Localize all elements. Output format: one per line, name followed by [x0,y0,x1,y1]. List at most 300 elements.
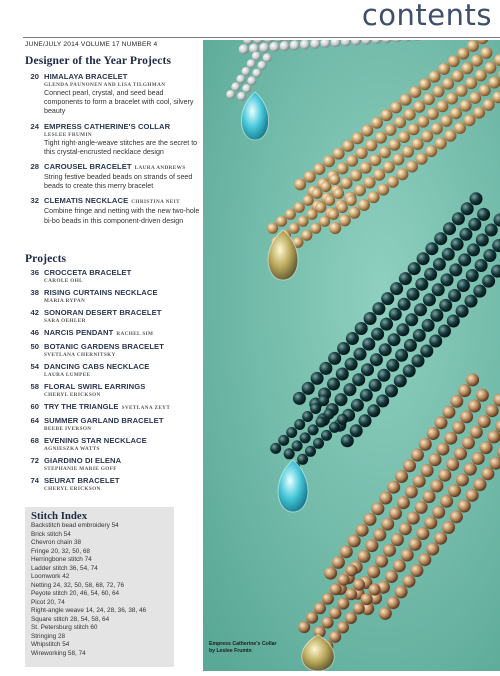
bronze-bead [365,539,378,552]
teal-bead [408,262,421,275]
gold-bead [341,177,353,189]
gold-bead [324,195,335,206]
entry-title: GIARDINO DI ELENA [44,456,200,465]
gold-bead [379,146,391,158]
teal-bead [371,328,384,341]
gold-bead [465,77,477,89]
silver-bead [290,40,300,50]
teal-bead [438,325,451,338]
bronze-bead [389,507,402,520]
bronze-bead [478,415,491,428]
silver-bead [252,52,261,61]
gold-bead [460,100,472,112]
stitch-index-item: Chevron chain 38 [25,539,174,548]
bronze-bead [456,473,469,486]
entry-author: SARA OEHLER [44,317,200,325]
gold-bead [365,139,377,151]
gold-bead [346,155,358,167]
bronze-bead [415,501,428,514]
bronze-bead [306,612,318,624]
bronze-bead [322,593,334,605]
teal-bead [328,352,341,365]
teal-bead [388,333,401,346]
page-number: 32 [25,196,44,225]
gold-bead [313,163,325,175]
gold-bead [433,85,445,97]
gold-bead [456,85,468,97]
gold-bead [333,148,345,160]
teal-bead [441,273,454,286]
bronze-bead [454,447,467,460]
teal-bead [385,384,398,397]
bronze-bead [481,467,494,480]
teal-bead [341,434,354,447]
teal-bead [319,362,332,375]
bronze-bead [314,602,326,614]
gold-bead [285,209,296,220]
stitch-index-item: Stringing 28 [25,633,174,642]
gold-bead [373,169,385,181]
teal-bead [415,278,428,291]
teal-bead [443,222,456,235]
bronze-bead [369,584,381,596]
page-number: 64 [25,416,44,433]
toc-entry[interactable] [25,308,200,325]
gold-bead [421,130,433,142]
gold-bead [390,101,402,113]
entry-description: Tight right-angle-weave stitches are the secret to this crystal-encrusted necklace design [44,139,200,157]
bronze-bead [410,564,423,577]
silver-bead [263,53,272,62]
gold-bead [301,230,312,241]
entry-description: String festive beaded beads on strands of seed beads to create this merry bracelet [44,173,200,191]
entry-author: SVETLANA ZEYT [122,405,171,411]
bronze-bead [464,463,477,476]
teal-bead [329,422,340,433]
gold-bead [417,116,429,128]
gold-bead [348,207,360,219]
toc-entry[interactable] [25,268,200,285]
bronze-bead [462,436,475,449]
teal-bead [310,403,321,414]
entry-description: Combine fringe and netting with the new two-hole bi-bo beads in this component-driven design [44,207,200,225]
toc-entry[interactable] [25,416,200,433]
toc-entry[interactable] [25,122,200,157]
entry-title: EMPRESS CATHERINE'S COLLAR [44,122,200,131]
entry-author: LESLEE FRUMIN [44,131,200,139]
silver-bead [258,61,267,70]
page-header [0,0,500,40]
teal-bead [414,303,427,316]
bronze-bead [399,522,412,535]
teal-bead [361,363,374,376]
teal-bead [485,224,498,237]
teal-bead [270,443,281,454]
gold-bead [381,109,393,121]
bronze-bead [358,550,371,563]
teal-bead [452,212,465,225]
gold-bead [354,184,366,196]
entry-author: CHERYL ERICKSON [44,391,200,399]
teal-bead [324,409,335,420]
bronze-bead [466,489,479,502]
entry-title: DANCING CABS NECKLACE [44,362,200,371]
teal-bead [466,269,479,282]
bronze-bead [421,464,434,477]
bronze-bead [395,470,408,483]
teal-bead [423,293,436,306]
teal-bead [350,424,363,437]
teal-bead [476,234,489,247]
page-number: 72 [25,456,44,473]
stitch-index-item: Loomwork 42 [25,573,174,582]
gold-bead [392,153,404,165]
gold-bead [467,40,479,52]
teal-bead [390,282,403,295]
page-title: contents [362,0,492,32]
teal-bead [360,389,373,402]
bronze-bead [476,389,489,402]
gold-bead [352,132,364,144]
toc-entry[interactable] [25,456,200,473]
gold-bead [377,184,389,196]
teal-bead [442,248,455,261]
toc-entry[interactable] [25,72,200,117]
teal-bead [369,379,382,392]
teal-bead [473,285,486,298]
teal-bead [370,353,383,366]
entry-author: CHERYL ERICKSON [44,485,200,493]
stitch-index-item: Netting 24, 32, 50, 58, 68, 72, 76 [25,582,174,591]
bronze-bead [448,484,461,497]
toc-entry[interactable] [25,402,200,413]
teal-bead [399,272,412,285]
teal-bead [468,218,481,231]
bronze-bead [393,559,406,572]
gold-bead [294,178,306,190]
gold-bead [364,177,376,189]
teal-bead [420,345,433,358]
bronze-bead [446,458,459,471]
gold-bead [398,131,410,143]
teal-bead [483,249,496,262]
toc-entry[interactable] [25,328,200,339]
stitch-index-item: Herringbone stitch 74 [25,556,174,565]
gold-bead [440,115,452,127]
toc-entry[interactable] [25,162,200,191]
gold-bead [369,154,381,166]
gold-bead [480,47,492,59]
gold-bead [427,108,439,120]
gold-bead [450,107,462,119]
teal-bead [351,399,364,412]
teal-bead [346,332,359,345]
bronze-bead [385,570,398,583]
gold-bead [488,77,500,89]
teal-bead [451,238,464,251]
bronze-bead [340,545,353,558]
entry-title: SUMMER GARLAND BRACELET [44,416,200,425]
bronze-bead [436,443,449,456]
bronze-bead [353,579,365,591]
toc-entry[interactable] [25,288,200,305]
bronze-bead [452,421,465,434]
beadwork-illustration [203,40,500,671]
bronze-bead [450,510,463,523]
bronze-bead [375,555,388,568]
entry-title: FLORAL SWIRL EARRINGS [44,382,200,391]
teal-bead [352,373,365,386]
bronze-bead [474,478,487,491]
teal-bead [321,430,332,441]
gold-bead [368,191,380,203]
bronze-bead [434,532,447,545]
teal-bead [424,268,437,281]
gold-bead [404,109,416,121]
bronze-bead [330,583,342,595]
bronze-bead [416,527,429,540]
bronze-bead [346,564,358,576]
bronze-bead [407,512,420,525]
silver-bead [242,67,251,76]
toc-entry[interactable] [25,436,200,453]
gold-bead [394,116,406,128]
bronze-bead [418,553,431,566]
page-number: 38 [25,288,44,305]
page-number: 50 [25,342,44,359]
teal-bead [278,435,289,446]
page-number: 46 [25,328,44,339]
teal-bead [470,192,483,205]
teal-bead [318,395,329,406]
bronze-bead [403,459,416,472]
teal-bead [439,299,452,312]
gold-bead [469,92,481,104]
gold-bead [446,93,458,105]
gold-bead [339,214,351,226]
entry-author: AGNIESZKA WATTS [44,445,200,453]
page-number: 24 [25,122,44,157]
teal-bead [293,392,306,405]
silver-bead [236,75,245,84]
page-number: 28 [25,162,44,191]
silver-bead [242,84,251,93]
bronze-bead [424,516,437,529]
teal-bead [300,432,311,443]
teal-bead [398,298,411,311]
page-number: 58 [25,382,44,399]
gold-bead [346,195,357,206]
bronze-bead [373,528,386,541]
gold-bead [333,188,344,199]
entry-title: RISING CURTAINS NECKLACE [44,288,200,297]
bronze-bead [438,469,451,482]
bronze-bead [442,521,455,534]
teal-bead [367,404,380,417]
teal-bead [311,372,324,385]
issue-line: JUNE/JULY 2014 VOLUME 17 NUMBER 4 [25,41,157,48]
bronze-bead [329,607,341,619]
gold-bead [315,202,326,213]
teal-bead [379,343,392,356]
gold-bead [452,70,464,82]
bronze-bead [429,453,442,466]
bronze-bead [472,452,485,465]
gold-bead [409,86,421,98]
gold-bead [473,107,485,119]
teal-bead [396,323,409,336]
bronze-bead [440,495,453,508]
caption-credit: by Leslee Frumin [209,648,277,655]
teal-bead [305,446,316,457]
teal-bead [465,295,478,308]
teal-bead [482,275,495,288]
toc-entry[interactable] [25,476,200,493]
bronze-bead [488,430,500,443]
designer-section-title: Designer of the Year Projects [25,54,200,67]
teal-bead [343,383,356,396]
gold-bead [312,188,323,199]
entry-author: CAROLE OHL [44,277,200,285]
bronze-bead [337,598,349,610]
bronze-bead [480,441,493,454]
bronze-bead [486,404,499,417]
teal-bead [448,289,461,302]
teal-bead [394,374,407,387]
gold-bead [304,171,316,183]
bronze-bead [419,438,432,451]
gold-bead [276,216,287,227]
teal-bead [335,393,348,406]
teal-bead [302,411,313,422]
gold-bead [360,162,372,174]
gold-bead [436,100,448,112]
entry-title: SEURAT BRACELET [44,476,200,485]
entry-author: RACHEL SIM [116,331,153,337]
gold-bead [442,78,454,90]
bronze-bead [371,502,384,515]
teal-bead [337,414,348,425]
toc-entry[interactable] [25,196,200,225]
bronze-bead [403,575,416,588]
teal-bead [302,382,315,395]
entry-title: CROCCETA BRACELET [44,268,200,277]
gold-bead [435,137,447,149]
teal-bead [430,309,443,322]
gold-bead [448,55,460,67]
stitch-index-item: Right-angle weave 14, 24, 28, 36, 38, 46 [25,607,174,616]
stitch-index-item: Ladder stitch 36, 54, 74 [25,565,174,574]
stitch-index-item: Backstitch bead embroidery 54 [25,522,174,531]
gold-bead [464,114,476,126]
teal-bead [284,448,295,459]
bronze-bead [348,534,361,547]
teal-bead [286,427,297,438]
gold-bead [328,209,339,220]
bronze-bead [324,567,337,580]
teal-bead [404,339,417,352]
toc-entry[interactable] [25,362,200,379]
bronze-bead [329,631,341,643]
gold-bead [361,125,373,137]
gold-bead [383,161,395,173]
header-divider [23,37,500,38]
bronze-bead [401,549,414,562]
toc-entry[interactable] [25,342,200,359]
teal-bead [327,378,340,391]
gold-bead [323,155,335,167]
bronze-bead [427,427,440,440]
bronze-bead [353,603,365,615]
bronze-bead [432,506,445,519]
bronze-bead [409,538,422,551]
gold-bead [385,124,397,136]
bronze-bead [470,426,483,439]
stitch-index-item: Fringe 20, 32, 50, 68 [25,548,174,557]
bronze-bead [345,588,357,600]
gold-bead [310,223,321,234]
gold-bead [329,222,341,234]
gold-bead [461,62,473,74]
entry-title: NARCIS PENDANT [44,328,113,337]
gold-bead [350,169,362,181]
stitch-index-item: Picot 20, 74 [25,599,174,608]
gold-bead [337,162,349,174]
toc-entry[interactable] [25,382,200,399]
teal-bead [377,369,390,382]
bronze-bead [458,500,471,513]
bronze-bead [361,593,373,605]
designer-section [25,54,200,226]
bronze-bead [397,496,410,509]
gold-bead [444,130,456,142]
teal-bead [459,228,472,241]
gold-bead [371,117,383,129]
page-number: 36 [25,268,44,285]
teal-bead [477,208,490,221]
teal-bead [354,348,367,361]
gold-bead [267,223,278,234]
gold-bead [475,69,487,81]
projects-section-title: Projects [25,252,200,265]
page-number: 74 [25,476,44,493]
gold-bead [429,71,441,83]
gold-bead [406,161,418,173]
entry-author: MARIA RYPAN [44,297,200,305]
teal-bead [449,263,462,276]
teal-bead [294,419,305,430]
gold-bead [438,63,450,75]
entry-title: EVENING STAR NECKLACE [44,436,200,445]
teal-bead [395,349,408,362]
silver-bead [237,92,246,101]
silver-bead [269,42,279,52]
teal-bead [381,292,394,305]
gold-bead [307,209,318,220]
gold-bead [298,216,309,227]
gold-bead [413,101,425,113]
gold-bead [387,176,399,188]
stitch-index-title: Stitch Index [25,507,174,522]
stitch-index-item: Peyote stitch 20, 46, 54, 60, 64 [25,590,174,599]
teal-bead [389,308,402,321]
teal-bead [461,202,474,215]
gold-bead [423,93,435,105]
teal-bead [297,454,308,465]
bronze-bead [381,518,394,531]
photo-caption [209,641,277,654]
page-number: 42 [25,308,44,325]
